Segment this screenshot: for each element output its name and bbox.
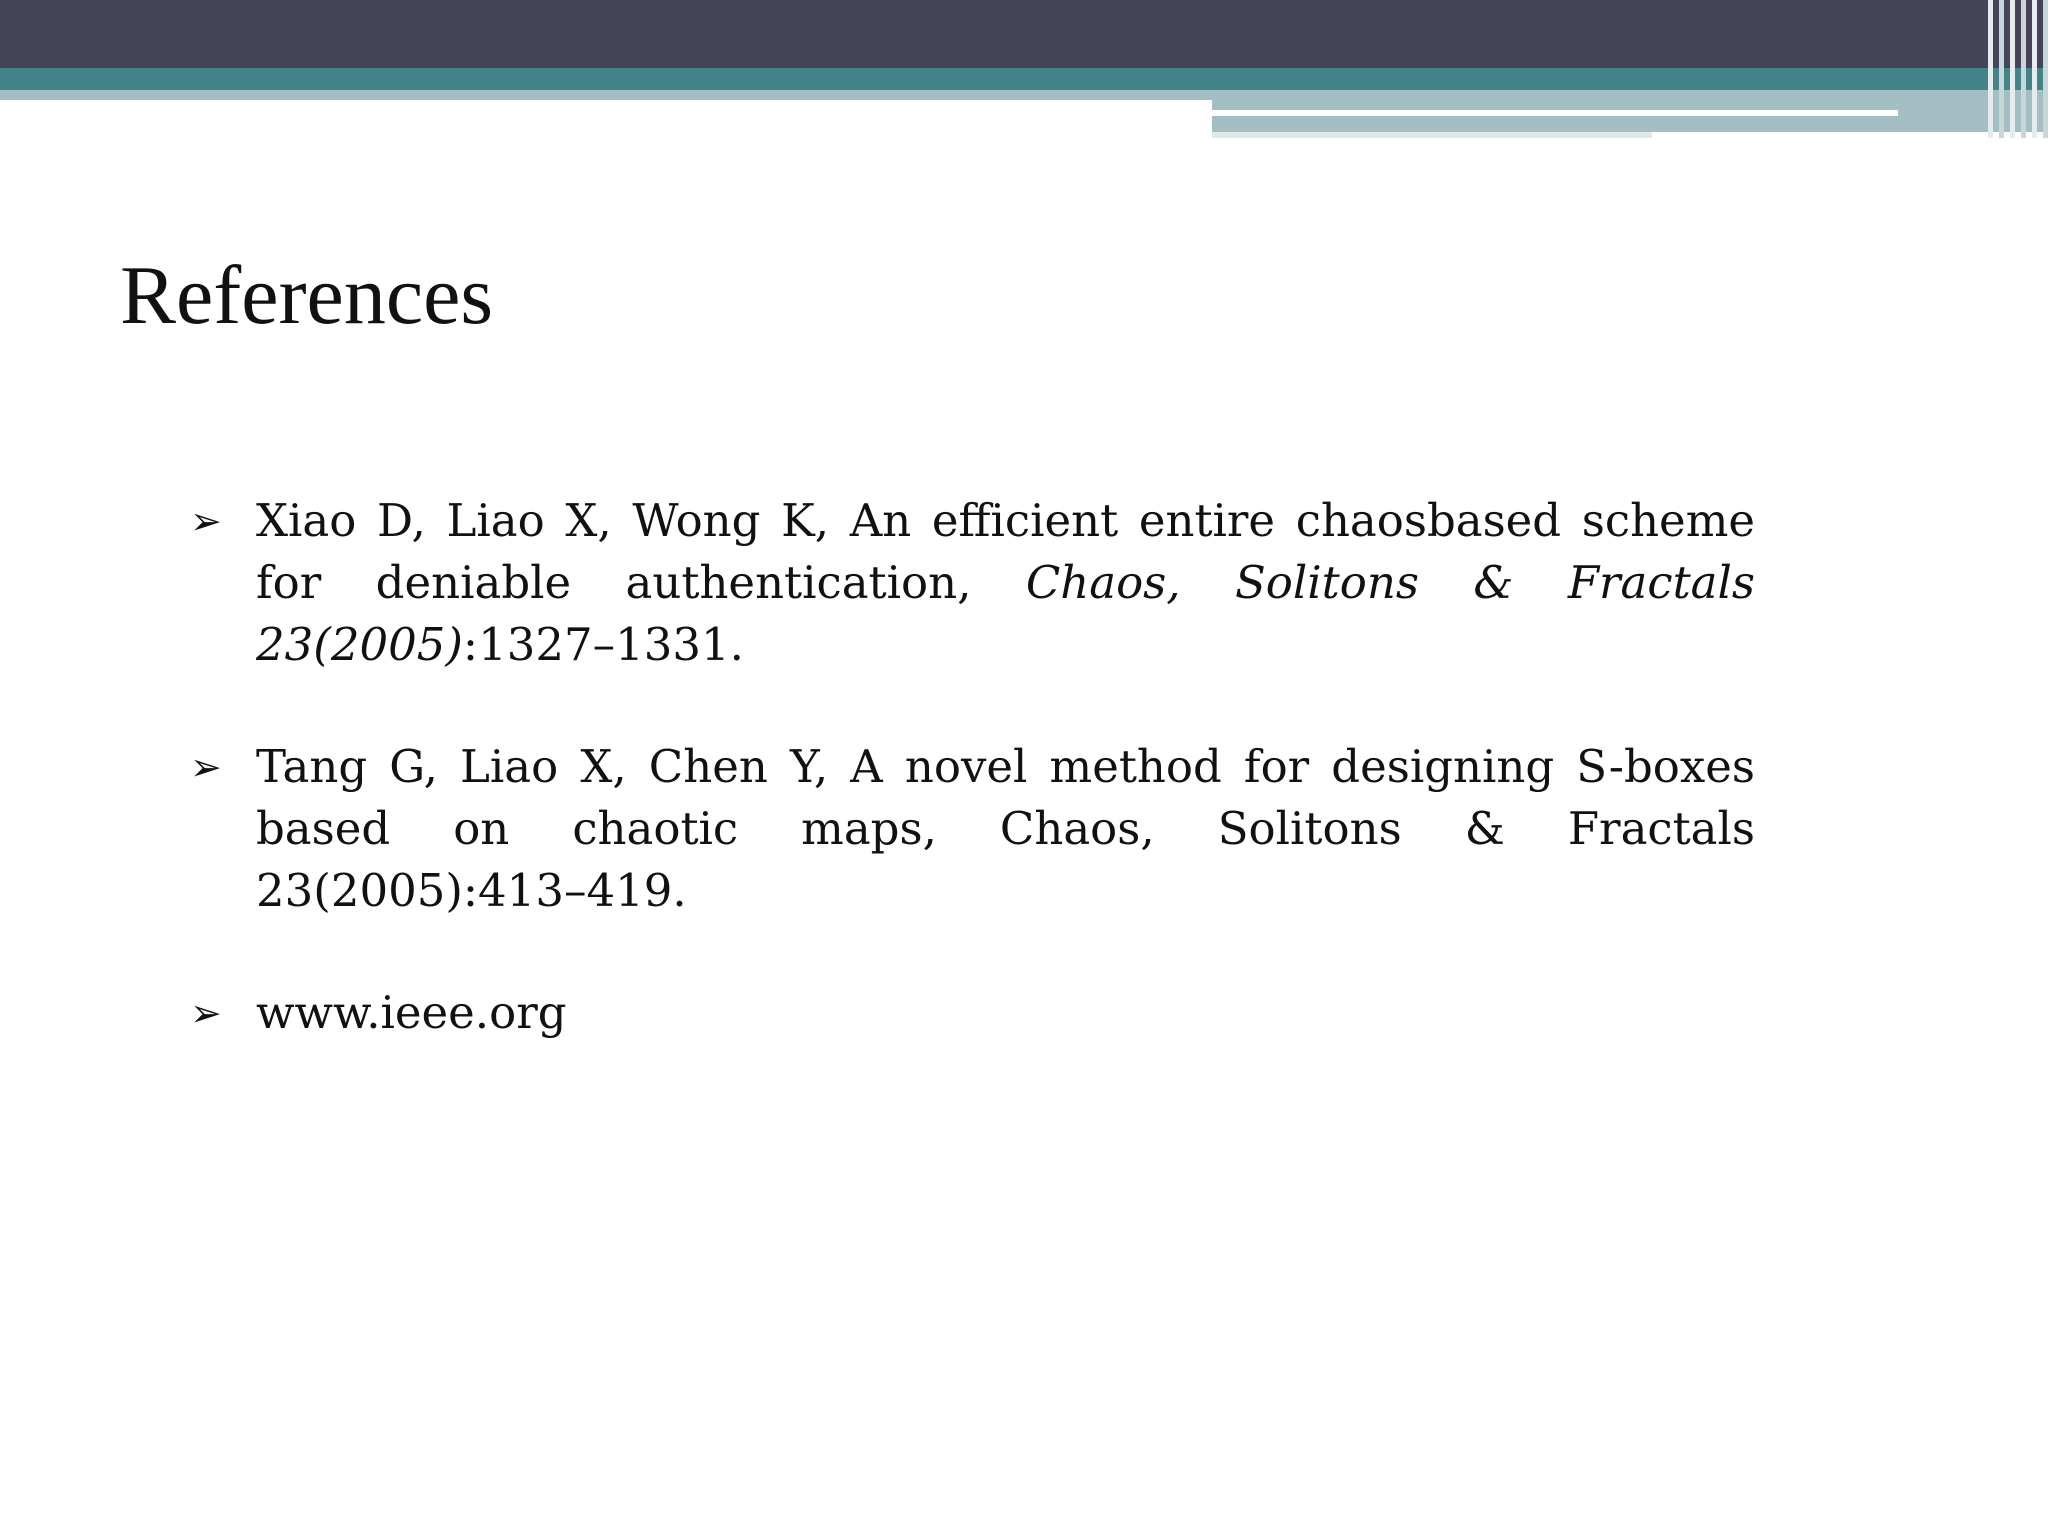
- header-band-dark: [0, 0, 2048, 68]
- header-band-teal: [0, 68, 2048, 90]
- reference-link[interactable]: www.ieee.org: [256, 986, 567, 1039]
- reference-list: [190, 490, 1755, 1104]
- reference-item: [190, 490, 1755, 676]
- arrow-bullet-icon: ➢: [190, 499, 222, 543]
- reference-item: [190, 736, 1755, 922]
- arrow-bullet-icon: ➢: [190, 991, 222, 1035]
- header-band-light: [0, 90, 1212, 100]
- header-accent-fade: [1212, 132, 1652, 138]
- reference-journal: Chaos, Solitons & Fractals 23(2005): [256, 556, 1755, 671]
- arrow-bullet-icon: ➢: [190, 745, 222, 789]
- reference-text: Tang G, Liao X, Chen Y, A novel method for designing S-boxes based on chaotic maps, Chaos, Solitons & Fractals 23(2005):413–419.: [256, 740, 1755, 917]
- header-stripes: [1988, 0, 2048, 138]
- reference-pages: :1327–1331.: [462, 618, 744, 671]
- reference-lead: Xiao D, Liao X, Wong K, An efficient entire chaosbased scheme for deniable authentication,: [256, 494, 1755, 609]
- reference-item: [190, 982, 1755, 1044]
- header-accent-line: [1212, 110, 1898, 116]
- slide-title: References: [120, 249, 494, 342]
